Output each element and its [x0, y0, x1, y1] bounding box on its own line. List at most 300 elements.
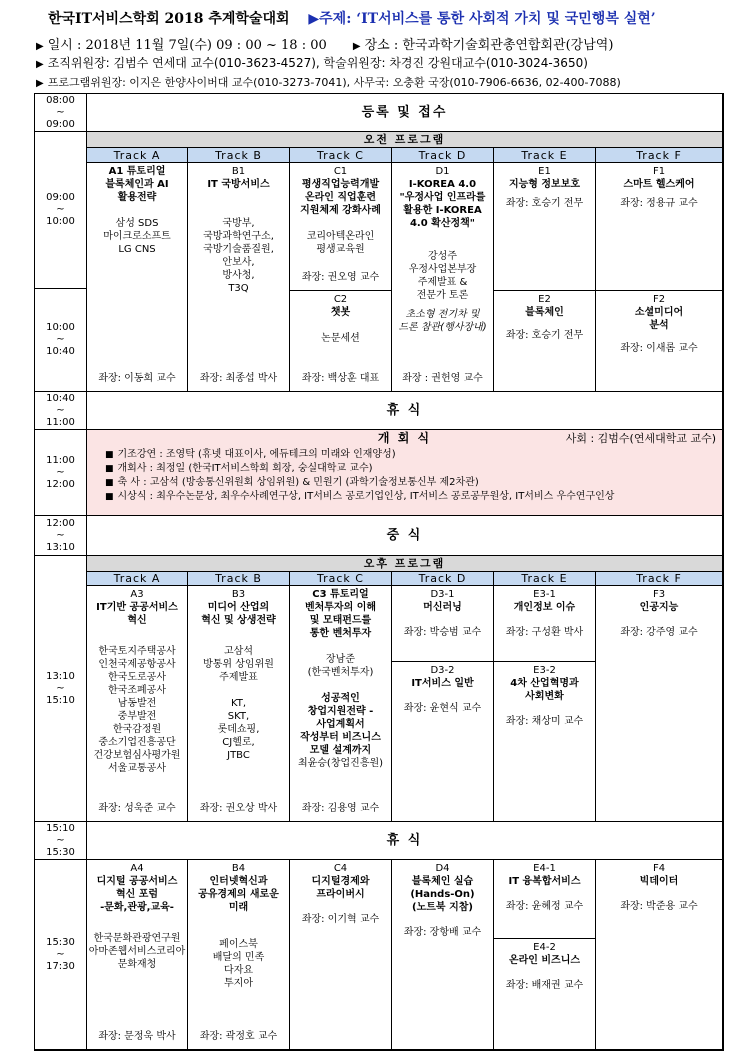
- spacer: [494, 319, 595, 329]
- session-c4: [290, 860, 392, 1050]
- session-note: 드론 참관(행사장내): [398, 322, 487, 333]
- time-slot: [35, 132, 87, 289]
- time-range: [46, 455, 75, 491]
- ceremony-item-text: 개회사 : 최정일 (한국IT서비스학회 회장, 숭실대학교 교수): [117, 463, 373, 474]
- session-code: D3-2: [430, 665, 455, 676]
- session-org: 논문세션: [321, 333, 360, 344]
- session-code: E1: [538, 166, 551, 177]
- session-title: (Hands-On): [410, 889, 475, 900]
- session-org: 국방기술품질원,: [203, 244, 274, 255]
- session-title: 공유경제의 새로운: [198, 889, 279, 900]
- track-header: [494, 572, 596, 586]
- session-code: C2: [333, 294, 348, 305]
- session-org: 한국감정원: [112, 724, 162, 735]
- date-venue-line: [36, 34, 613, 53]
- session-e2: [494, 291, 596, 392]
- session-e31: [494, 586, 596, 662]
- session-chair: 좌장: 강주영 교수: [620, 627, 698, 638]
- ceremony-title: 개 회 식: [377, 431, 432, 445]
- track-name: Track F: [636, 148, 682, 162]
- session-code: A3: [130, 589, 144, 600]
- ceremony-item: [87, 448, 722, 462]
- track-name: Track E: [521, 572, 568, 585]
- ceremony-item: [87, 490, 722, 504]
- registration-row: [87, 94, 723, 132]
- time-text: 11:00: [46, 454, 75, 466]
- session-org: 서울교통공사: [108, 763, 166, 774]
- session-title: 인공지능: [639, 602, 679, 613]
- session-title: 및 모태펀드를: [309, 615, 372, 626]
- session-org: 롯데쇼핑,: [217, 724, 260, 735]
- session-code: D1: [435, 166, 450, 177]
- time-text: 12:00: [46, 478, 75, 490]
- session-org: 투지아: [224, 978, 253, 989]
- time-text: 17:30: [46, 960, 75, 972]
- spacer: [596, 614, 722, 626]
- session-c1: [290, 163, 392, 291]
- session-org: 국방과학연구소,: [203, 231, 274, 242]
- time-text: ~: [56, 834, 65, 846]
- session-chair: 좌장: 박승범 교수: [403, 627, 482, 638]
- session-org: 중부발전: [117, 711, 157, 722]
- spacer: [494, 614, 595, 626]
- spacer: [494, 967, 595, 979]
- session-code: E2: [538, 294, 551, 305]
- time-text: 09:00: [46, 118, 75, 130]
- time-text: 13:10: [46, 541, 75, 553]
- session-title: 활용전략: [117, 192, 157, 203]
- event-date: 일시 : 2018년 11월 7일(수) 09 : 00 ~ 18 : 00: [47, 38, 327, 53]
- session-f2: [596, 291, 723, 392]
- spacer: [596, 332, 722, 342]
- session-chair: 좌장: 이기혁 교수: [301, 914, 380, 925]
- session-code: C4: [333, 863, 348, 874]
- session-chair: 좌장: 채상미 교수: [505, 716, 584, 727]
- session-code: B1: [231, 166, 246, 177]
- morning-program-header-label: 오전 프로그램: [363, 133, 446, 146]
- time-slot: [35, 392, 87, 430]
- session-org: 남동발전: [117, 698, 157, 709]
- session-title: 블록체인: [525, 307, 564, 318]
- session-org: 한국문화관광연구원: [93, 933, 181, 944]
- track-header: [596, 572, 723, 586]
- time-range: [46, 937, 75, 973]
- break-row-label: 휴 식: [386, 403, 423, 418]
- session-title: 창업지원전략 -: [307, 706, 374, 717]
- session-chair: 좌장 : 권헌영 교수: [402, 373, 483, 384]
- session-title: 소셜미디어: [634, 307, 684, 318]
- session-chair: 좌장: 백상훈 대표: [301, 373, 380, 384]
- session-title: 사회변화: [525, 691, 564, 702]
- square-bullet-icon: ■: [105, 478, 114, 488]
- session-code: F1: [652, 166, 666, 177]
- session-c2: [290, 291, 392, 392]
- session-org: 주제발표: [219, 672, 258, 683]
- time-text: 15:10: [46, 694, 75, 706]
- session-org: 안보사,: [222, 257, 255, 268]
- session-title: 스마트 헬스케어: [623, 179, 695, 190]
- session-org: 한국조폐공사: [108, 685, 166, 696]
- session-org: 중소기업진흥공단: [98, 737, 176, 748]
- time-slot: [35, 289, 87, 392]
- session-chair: 좌장: 박준용 교수: [620, 901, 698, 912]
- session-org: 우정사업본부장: [408, 264, 477, 275]
- spacer: [494, 703, 595, 715]
- spacer: [290, 217, 391, 230]
- time-text: ~: [56, 682, 65, 694]
- session-code: A4: [130, 863, 144, 874]
- session-e42: [494, 939, 596, 1050]
- session-org: T3Q: [228, 283, 249, 294]
- session-a4: [87, 860, 188, 1050]
- afternoon-program-header: [87, 556, 723, 572]
- session-chair: 좌장: 정용규 교수: [620, 198, 698, 209]
- session-org: 최윤승(창업진흥원): [297, 758, 384, 769]
- session-org: 방통위 상임위원: [203, 659, 274, 670]
- spacer: [290, 319, 391, 332]
- square-bullet-icon: ■: [105, 464, 114, 474]
- session-org: 한국도로공사: [108, 672, 166, 683]
- session-chair: 좌장: 김용영 교수: [301, 803, 380, 814]
- session-title: 인터넷혁신과: [209, 876, 268, 887]
- session-title: 개인정보 이슈: [513, 602, 576, 613]
- session-title: 혁신 포럼: [115, 889, 159, 900]
- session-c3: [290, 586, 392, 822]
- session-title: 분석: [649, 320, 669, 331]
- session-e41: [494, 860, 596, 939]
- ceremony-moderator: 사회 : 김범수(연세대학교 교수): [565, 432, 716, 445]
- session-title: 혁신 및 상생전략: [201, 615, 276, 626]
- ceremony-item-text: 시상식 : 최우수논문상, 최우수사례연구상, IT서비스 공로기업인상, IT서비스 공로공무원상, IT서비스 우수연구인상: [117, 491, 615, 502]
- session-title: IT서비스 일반: [411, 678, 474, 689]
- session-org: 방사청,: [222, 270, 255, 281]
- session-code: F4: [652, 863, 666, 874]
- track-header: [392, 148, 494, 163]
- time-range: [46, 95, 75, 131]
- morning-program-header: [87, 132, 723, 148]
- session-chair: 좌장: 윤현식 교수: [403, 703, 482, 714]
- bullet-triangle-icon: ▶: [36, 41, 44, 52]
- track-name: Track A: [113, 572, 161, 585]
- time-text: 10:40: [46, 346, 75, 357]
- session-code: A1 튜토리얼: [108, 166, 166, 177]
- session-title: 작성부터 비즈니스: [300, 732, 381, 743]
- session-d31: [392, 586, 494, 662]
- time-text: ~: [56, 204, 65, 215]
- session-title: -문화,관광,교육-: [100, 902, 174, 913]
- session-f1: [596, 163, 723, 291]
- session-org: CJ헬로,: [222, 737, 255, 748]
- time-slot: [35, 556, 87, 822]
- time-text: 15:30: [46, 846, 75, 858]
- session-b1: [188, 163, 290, 392]
- session-org: 장남준: [326, 654, 355, 665]
- track-header: [87, 572, 188, 586]
- spacer: [290, 679, 391, 692]
- session-note: 초소형 전기차 및: [405, 309, 480, 320]
- session-org: 인천국제공항공사: [98, 659, 176, 670]
- spacer: [188, 914, 289, 938]
- spacer: [87, 204, 187, 217]
- ceremony-header: [87, 430, 722, 448]
- spacer: [290, 901, 391, 913]
- session-chair: 좌장: 배재권 교수: [505, 980, 584, 991]
- schedule-table: [34, 93, 724, 1051]
- session-title: IT 융복합서비스: [508, 876, 581, 887]
- session-org: 배달의 민족: [212, 952, 265, 963]
- spacer: [290, 640, 391, 653]
- spacer: [596, 888, 722, 900]
- lunch-row: [87, 516, 723, 556]
- track-name: Track D: [418, 572, 467, 585]
- session-title: 미래: [228, 902, 249, 913]
- spacer: [188, 191, 289, 217]
- session-a3: [87, 586, 188, 822]
- session-a1: [87, 163, 188, 392]
- session-code: F3: [652, 589, 666, 600]
- session-org: 코리아텍온라인: [306, 231, 375, 242]
- session-code: F2: [652, 294, 666, 305]
- session-org: 페이스북: [219, 939, 258, 950]
- session-title: (노트북 지참): [412, 902, 473, 913]
- spacer: [188, 684, 289, 697]
- lunch-row-label: 중 식: [386, 528, 423, 543]
- track-header: [596, 148, 723, 163]
- session-title: 미디어 산업의: [207, 602, 270, 613]
- track-name: Track E: [521, 148, 568, 162]
- session-org: 고삼석: [224, 646, 253, 657]
- session-f3: [596, 586, 723, 822]
- session-org: 아마존웹서비스코리아: [88, 946, 186, 957]
- session-title: 온라인 직업훈련: [304, 192, 377, 203]
- bullet-triangle-icon: ▶: [352, 41, 361, 52]
- session-title: 머신러닝: [423, 602, 462, 613]
- event-venue: 장소 : 한국과학기술회관총연합회관(강남역): [364, 38, 614, 53]
- session-code: E4-2: [533, 942, 556, 953]
- ceremony-item-text: 축 사 : 고삼석 (방송통신위원회 상임위원) & 민원기 (과학기술정보통신부 제2차관): [117, 477, 479, 488]
- session-title: 통한 벤처투자: [309, 628, 372, 639]
- session-d1: [392, 163, 494, 392]
- session-org: 한국토지주택공사: [98, 646, 176, 657]
- break-row: [87, 822, 723, 860]
- track-header: [188, 148, 290, 163]
- session-title: 블록체인과 AI: [105, 179, 169, 190]
- session-title: 챗봇: [330, 307, 351, 318]
- track-name: Track F: [636, 572, 682, 585]
- time-range: [46, 393, 75, 429]
- session-org: LG CNS: [118, 244, 156, 255]
- session-b4: [188, 860, 290, 1050]
- time-text: 10:00: [46, 216, 75, 227]
- spacer: [392, 914, 493, 926]
- track-name: Track D: [418, 148, 467, 162]
- time-text: 15:30: [46, 936, 75, 948]
- bullet-triangle-icon: ▶: [36, 59, 44, 70]
- track-name: Track A: [113, 148, 161, 162]
- session-code: E3-1: [533, 589, 556, 600]
- session-org: 전문가 토론: [416, 290, 469, 301]
- session-title: 활용한 I-KOREA: [403, 205, 482, 216]
- session-code: E4-1: [533, 863, 556, 874]
- spacer: [87, 914, 187, 932]
- session-chair: 좌장: 문정욱 박사: [98, 1031, 176, 1042]
- session-title: 빅데이터: [639, 876, 679, 887]
- time-text: 10:00: [46, 322, 75, 333]
- time-text: ~: [56, 334, 65, 345]
- track-name: Track B: [215, 148, 262, 162]
- registration-row-label: 등록 및 접수: [361, 105, 448, 120]
- time-slot: [35, 822, 87, 860]
- session-org: 주제발표 &: [417, 277, 468, 288]
- session-org: KT,: [230, 698, 247, 709]
- session-org: 강성주: [428, 251, 457, 262]
- time-text: 13:10: [46, 670, 75, 682]
- session-chair: 좌장: 최종섭 박사: [199, 373, 278, 384]
- time-text: ~: [56, 466, 65, 478]
- ceremony-item: [87, 462, 722, 476]
- time-range: [46, 192, 75, 228]
- session-org: 문화재청: [117, 959, 157, 970]
- track-header: [290, 148, 392, 163]
- page-title: 한국IT서비스학회 2018 추계학술대회 ▶주제: ‘IT서비스를 통한 사회적 가치 및 국민행복 실현’: [48, 11, 656, 27]
- time-text: ~: [56, 529, 65, 541]
- session-title: 사업계획서: [316, 719, 365, 730]
- session-chair: 좌장: 권오영 교수: [301, 272, 380, 283]
- bullet-triangle-icon: ▶: [36, 78, 44, 89]
- session-title: IT 국방서비스: [207, 179, 270, 190]
- theme-marker: ▶: [308, 11, 320, 27]
- spacer: [392, 690, 493, 702]
- time-slot: [35, 430, 87, 516]
- session-title: 디지털 공공서비스: [96, 876, 178, 887]
- track-header: [494, 148, 596, 163]
- time-text: ~: [56, 948, 65, 960]
- session-e32: [494, 662, 596, 822]
- track-header: [392, 572, 494, 586]
- session-chair: 좌장: 성욱준 교수: [98, 803, 176, 814]
- session-title: 4차 산업혁명과: [510, 678, 579, 689]
- time-text: 15:10: [46, 822, 75, 834]
- session-chair: 좌장: 윤혜정 교수: [505, 901, 584, 912]
- time-text: 08:00: [46, 94, 75, 106]
- session-code: E3-2: [533, 665, 556, 676]
- session-b3: [188, 586, 290, 822]
- session-title: IT기반 공공서비스: [96, 602, 178, 613]
- break-row-label: 휴 식: [386, 833, 423, 848]
- session-title: 혁신: [127, 615, 147, 626]
- session-title: "우정사업 인프라를: [399, 192, 486, 203]
- time-range: [46, 322, 75, 358]
- session-chair: 좌장: 호승기 전무: [505, 330, 584, 341]
- spacer: [392, 230, 493, 250]
- time-text: ~: [56, 106, 65, 118]
- track-name: Track C: [317, 572, 364, 585]
- square-bullet-icon: ■: [105, 450, 114, 460]
- session-title: 지원체제 강화사례: [300, 205, 381, 216]
- track-header: [290, 572, 392, 586]
- session-title: 프라이버시: [316, 889, 365, 900]
- spacer: [87, 627, 187, 645]
- time-text: 09:00: [46, 192, 75, 203]
- ceremony-block: [87, 430, 723, 516]
- session-code: B4: [231, 863, 246, 874]
- session-org: JTBC: [227, 750, 250, 761]
- time-text: 11:00: [46, 416, 75, 428]
- session-org: 마이크로소프트: [103, 231, 171, 242]
- time-range: [46, 518, 75, 554]
- ceremony-item-text: 기조강연 : 조영탁 (휴넷 대표이사, 에듀테크의 미래와 인재양성): [117, 449, 396, 460]
- time-slot: [35, 94, 87, 132]
- session-code: D3-1: [430, 589, 455, 600]
- session-code: C1: [333, 166, 348, 177]
- afternoon-program-header-label: 오후 프로그램: [363, 557, 446, 570]
- session-title: 모델 설계까지: [309, 745, 372, 756]
- session-title: 디지털경제와: [311, 876, 370, 887]
- time-text: ~: [56, 404, 65, 416]
- spacer: [494, 888, 595, 900]
- session-d4: [392, 860, 494, 1050]
- session-title: 온라인 비즈니스: [508, 955, 581, 966]
- session-title: 블록체인 실습: [411, 876, 474, 887]
- session-org: (한국벤처투자): [307, 667, 374, 678]
- session-code: B3: [231, 589, 246, 600]
- session-title: 지능형 정보보호: [508, 179, 581, 190]
- session-org: 평생교육원: [316, 244, 365, 255]
- ceremony-item: [87, 476, 722, 490]
- session-chair: 좌장: 장항배 교수: [403, 927, 482, 938]
- session-title: 성공적인: [321, 693, 360, 704]
- organizers-line: [36, 54, 588, 71]
- program-committee: 프로그램위원장: 이지은 한양사이버대 교수(010-3273-7041), 사무국: 오충환 국장(010-7906-6636, 02-400-7088): [47, 76, 621, 89]
- time-range: [46, 823, 75, 859]
- session-org: SKT,: [227, 711, 250, 722]
- spacer: [392, 614, 493, 626]
- session-chair: 좌장: 이새롬 교수: [620, 343, 698, 354]
- session-e1: [494, 163, 596, 291]
- session-title: 벤처투자의 이해: [304, 602, 377, 613]
- session-d32: [392, 662, 494, 822]
- session-code: C3 튜토리얼: [312, 589, 369, 600]
- time-range: [46, 671, 75, 707]
- session-chair: 좌장: 구성환 박사: [505, 627, 584, 638]
- program-committee-line: [36, 74, 621, 90]
- session-org: 국방부,: [222, 218, 255, 229]
- session-title: 평생직업능력개발: [301, 179, 380, 190]
- session-chair: 좌장: 이동희 교수: [98, 373, 176, 384]
- session-title: I-KOREA 4.0: [408, 179, 477, 190]
- square-bullet-icon: ■: [105, 492, 114, 502]
- track-name: Track C: [317, 148, 364, 162]
- session-f4: [596, 860, 723, 1050]
- break-row: [87, 392, 723, 430]
- spacer: [188, 627, 289, 645]
- session-org: 다자요: [224, 965, 253, 976]
- time-slot: [35, 516, 87, 556]
- session-chair: 좌장: 권오상 박사: [199, 803, 278, 814]
- track-header: [188, 572, 290, 586]
- track-header: [87, 148, 188, 163]
- session-org: 삼성 SDS: [115, 218, 159, 229]
- session-chair: 좌장: 호승기 전무: [505, 198, 584, 209]
- time-text: 12:00: [46, 517, 75, 529]
- session-org: 건강보험심사평가원: [93, 750, 181, 761]
- session-code: D4: [435, 863, 450, 874]
- track-name: Track B: [215, 572, 262, 585]
- time-text: 10:40: [46, 392, 75, 404]
- organizers: 조직위원장: 김범수 연세대 교수(010-3623-4527), 학술위원장: 차경진 강원대교수(010-3024-3650): [47, 56, 588, 70]
- time-slot: [35, 860, 87, 1050]
- session-title: 4.0 확산정책": [409, 218, 476, 229]
